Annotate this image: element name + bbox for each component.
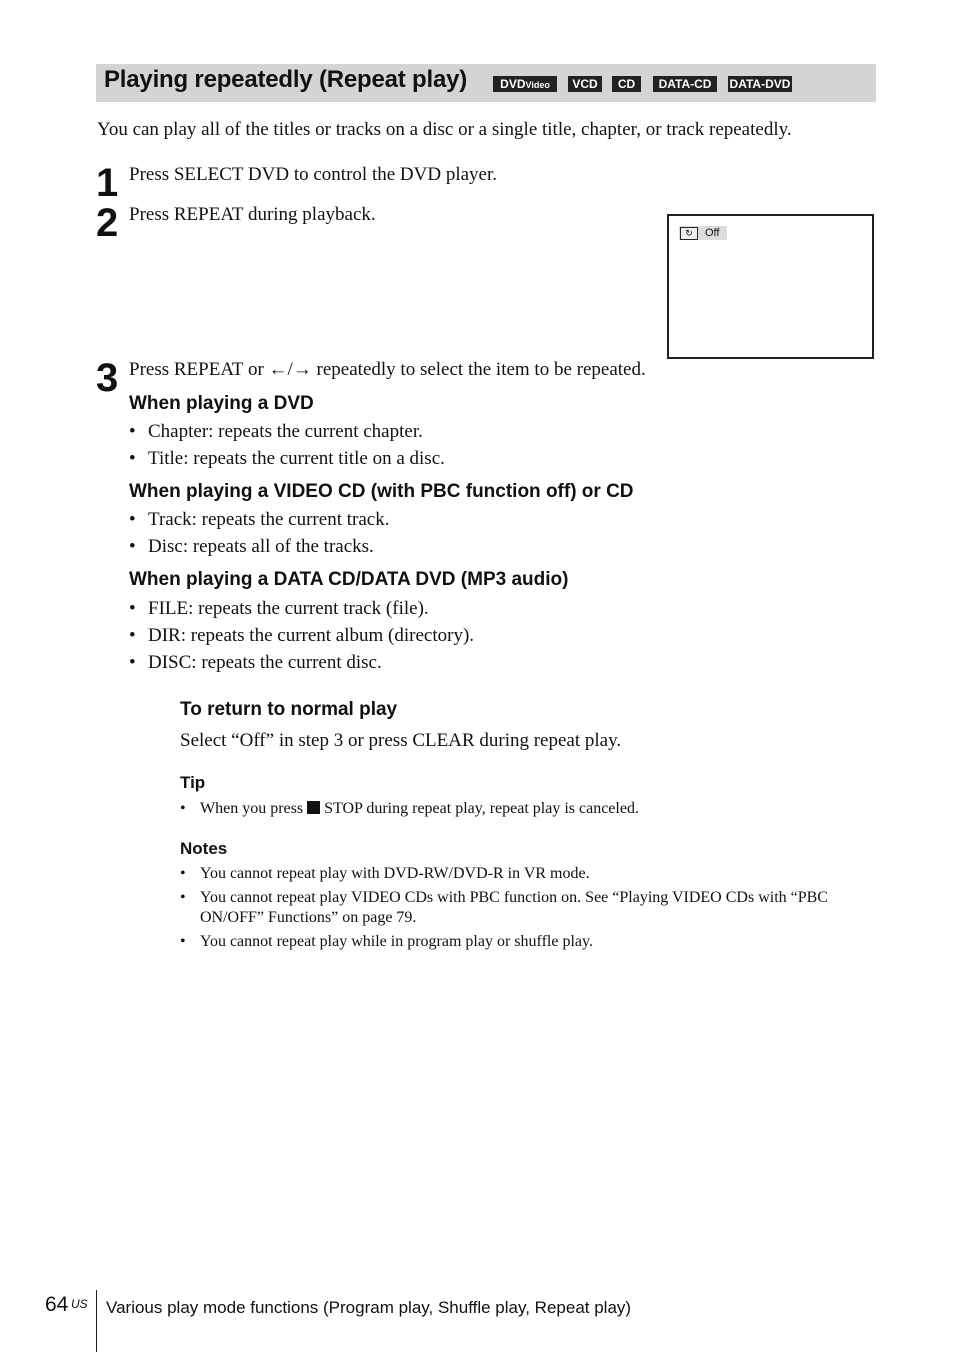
notes-heading: Notes [180, 839, 228, 858]
list-item: • DIR: repeats the current album (directory). [129, 625, 475, 646]
badge-video-text: Video [525, 80, 550, 90]
badge-cd: CD [612, 76, 641, 92]
step-1-number: 1 [96, 161, 119, 205]
note-item: • You cannot repeat play while in program play or shuffle play. [180, 932, 880, 952]
tip-text-before: When you press [200, 800, 308, 817]
tip-heading: Tip [180, 773, 206, 792]
badge-data-dvd: DATA-DVD [729, 77, 791, 91]
repeat-icon: ↻ [680, 227, 698, 240]
list-item-text: Disc: repeats all of the tracks. [148, 536, 374, 557]
list-item: • Track: repeats the current track. [129, 509, 390, 530]
stop-icon [307, 801, 320, 814]
tip-text-after: STOP during repeat play, repeat play is canceled. [320, 800, 639, 817]
section-title-bar [96, 64, 876, 102]
badge-dvd-text: DVD [500, 77, 526, 91]
list-item-text: DIR: repeats the current album (directory). [148, 625, 475, 646]
footer-section-title: Various play mode functions (Program play, Shuffle play, Repeat play) [106, 1298, 632, 1317]
list-item-text: DISC: repeats the current disc. [148, 652, 382, 673]
note-text: You cannot repeat play VIDEO CDs with PBC function on. See “Playing VIDEO CDs with “PBC ON/OFF” Functions” on page 79. [200, 889, 828, 926]
list-item: • Disc: repeats all of the tracks. [129, 536, 374, 557]
tip-item: • When you press STOP during repeat play, repeat play is canceled. [180, 800, 639, 817]
dvd-section-heading: When playing a DVD [129, 393, 314, 414]
osd-repeat-label: Off [705, 227, 720, 239]
note-item: • You cannot repeat play VIDEO CDs with PBC function on. See “Playing VIDEO CDs with “PBC ON/OFF” Functions” on page 79. [180, 888, 880, 928]
return-heading: To return to normal play [180, 699, 398, 720]
step-3-text: Press REPEAT or ←/→ repeatedly to select the item to be repeated. [129, 359, 646, 380]
page-number-suffix: US [71, 1297, 88, 1311]
data-section-heading: When playing a DATA CD/DATA DVD (MP3 audio) [129, 569, 569, 590]
step-2-number: 2 [96, 201, 119, 245]
note-text: You cannot repeat play while in program play or shuffle play. [200, 933, 593, 950]
step-1-text: Press SELECT DVD to control the DVD player. [129, 164, 497, 185]
list-item: • DISC: repeats the current disc. [129, 652, 382, 673]
step-3-number: 3 [96, 356, 119, 400]
list-item: • FILE: repeats the current track (file). [129, 598, 429, 619]
step-2-text: Press REPEAT during playback. [129, 204, 376, 225]
page-title: Playing repeatedly (Repeat play) [104, 66, 468, 93]
list-item-text: FILE: repeats the current track (file). [148, 598, 429, 619]
badge-data-cd: DATA-CD [653, 76, 717, 92]
osd-screen-illustration [667, 214, 874, 359]
note-item: • You cannot repeat play with DVD-RW/DVD-R in VR mode. [180, 864, 880, 884]
list-item-text: Chapter: repeats the current chapter. [148, 421, 423, 442]
vcd-section-heading: When playing a VIDEO CD (with PBC function off) or CD [129, 481, 634, 502]
intro-paragraph: You can play all of the titles or tracks on a disc or a single title, chapter, or track repeatedly. [97, 119, 792, 140]
return-text: Select “Off” in step 3 or press CLEAR during repeat play. [180, 730, 622, 751]
osd-repeat-row [679, 226, 727, 240]
note-text: You cannot repeat play with DVD-RW/DVD-R in VR mode. [200, 865, 590, 882]
list-item-text: Title: repeats the current title on a disc. [148, 448, 445, 469]
page-number: 64 [45, 1293, 69, 1316]
list-item-text: Track: repeats the current track. [148, 509, 390, 530]
badge-dvd-video [493, 76, 557, 92]
list-item: • Chapter: repeats the current chapter. [129, 421, 423, 442]
footer-divider [96, 1290, 97, 1352]
badge-vcd: VCD [568, 76, 602, 92]
list-item: • Title: repeats the current title on a disc. [129, 448, 445, 469]
